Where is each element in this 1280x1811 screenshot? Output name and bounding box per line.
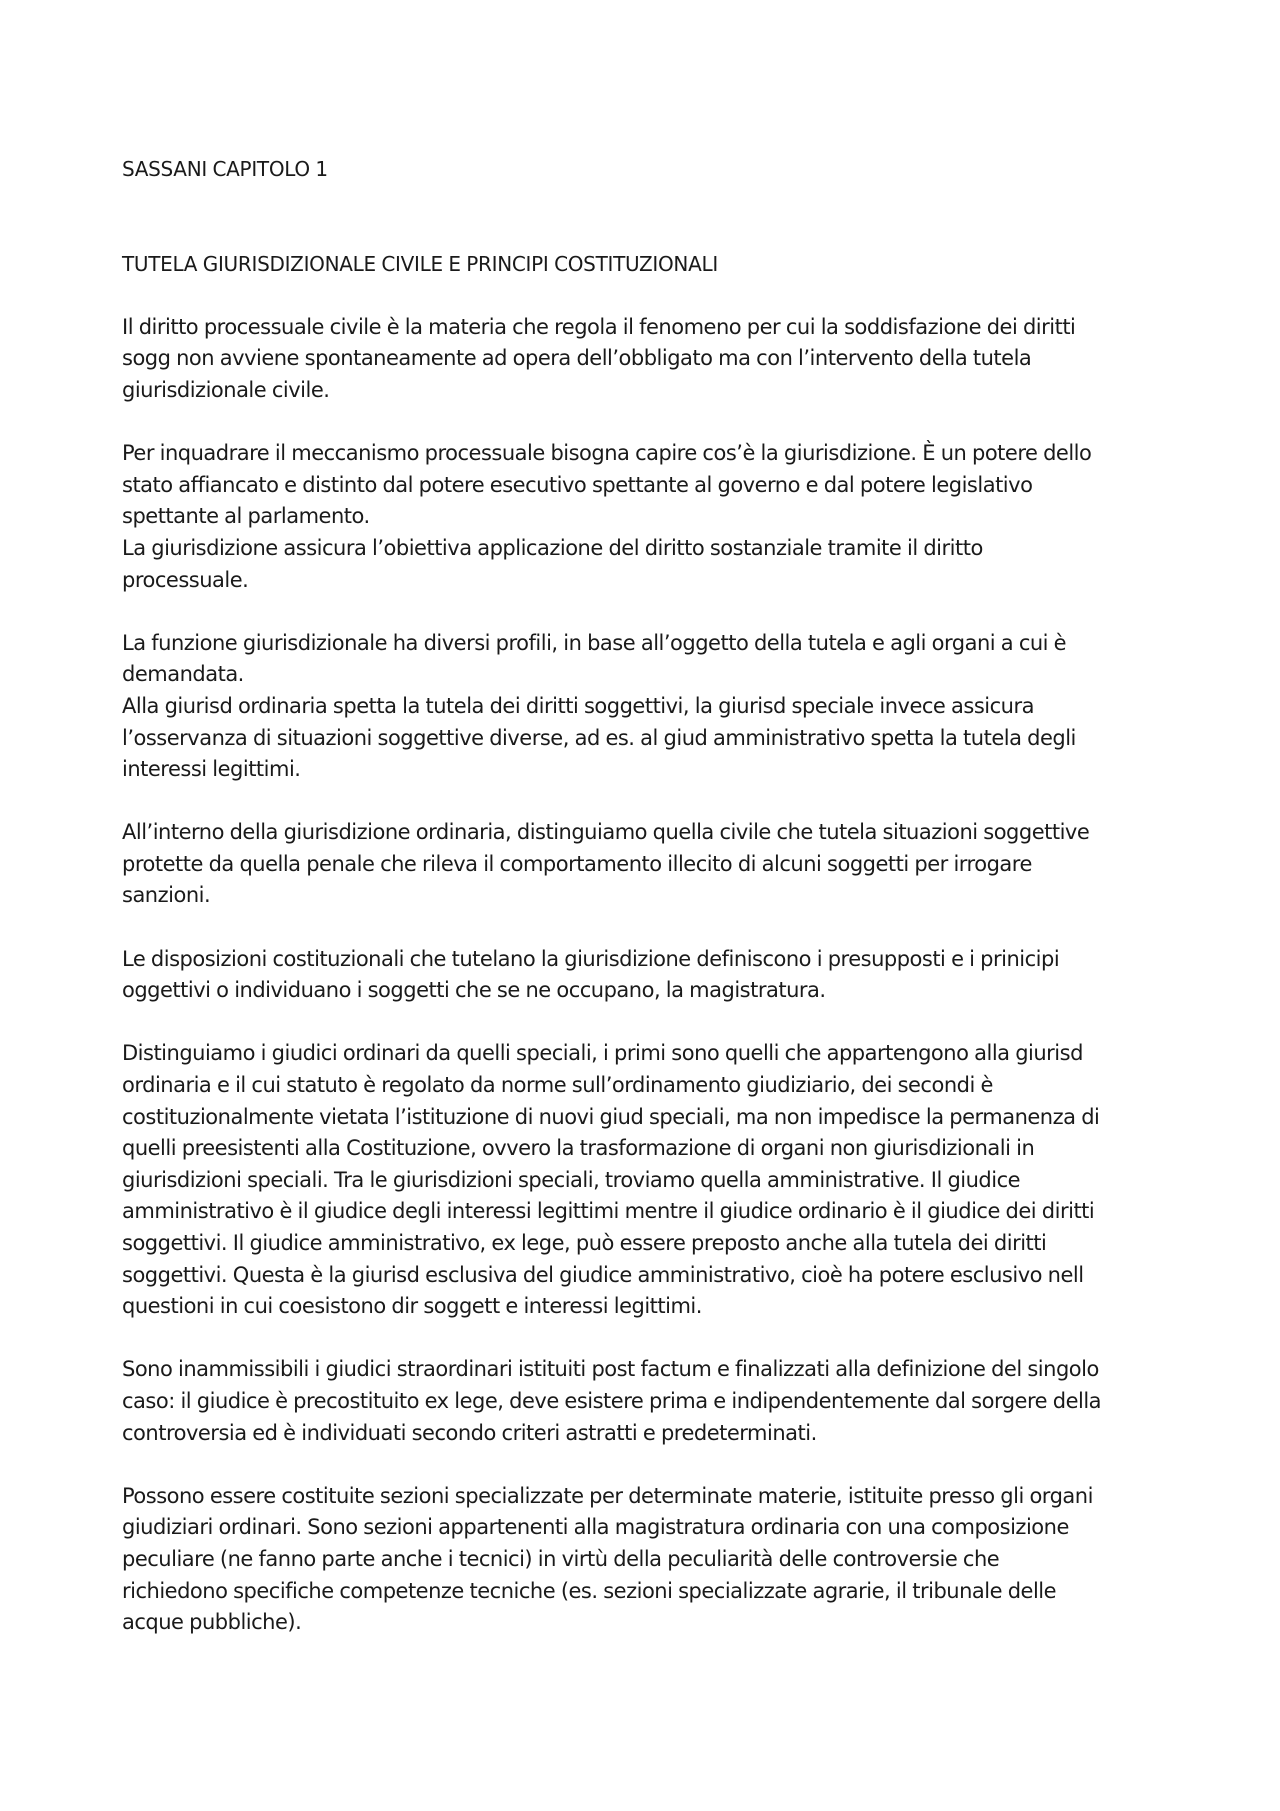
text-line: All’interno della giurisdizione ordinaria, distinguiamo quella civile che tutela situazioni soggettive <box>122 820 1090 845</box>
text-line: Sono inammissibili i giudici straordinari istituiti post factum e finalizzati alla definizione del singolo <box>122 1357 1099 1382</box>
paragraph <box>122 438 1162 596</box>
paragraph <box>122 1481 1162 1639</box>
text-line: Le disposizioni costituzionali che tutelano la giurisdizione definiscono i presupposti e i prinicipi <box>122 946 1060 971</box>
text-line: Alla giurisd ordinaria spetta la tutela dei diritti soggettivi, la giurisd speciale invece assicura <box>122 693 1034 718</box>
text-line: amministrativo è il giudice degli interessi legittimi mentre il giudice ordinario è il giudice dei diritti <box>122 1199 1095 1224</box>
text-line: Per inquadrare il meccanismo processuale bisogna capire cos’è la giurisdizione. È un potere dello <box>122 441 1092 466</box>
paragraph <box>122 628 1162 786</box>
text-line: La giurisdizione assicura l’obiettiva applicazione del diritto sostanziale tramite il diritto <box>122 535 983 560</box>
text-line: La funzione giurisdizionale ha diversi profili, in base all’oggetto della tutela e agli organi a cui è <box>122 630 1067 655</box>
paragraph <box>122 944 1162 1007</box>
text-line: protette da quella penale che rileva il comportamento illecito di alcuni soggetti per irrogare <box>122 851 1032 876</box>
text-line: costituzionalmente vietata l’istituzione di nuovi giud speciali, ma non impedisce la permanenza di <box>122 1104 1100 1129</box>
text-line: oggettivi o individuano i soggetti che se ne occupano, la magistratura. <box>122 978 826 1003</box>
text-line: demandata. <box>122 662 244 687</box>
document-body <box>122 154 1162 1670</box>
text-line: spettante al parlamento. <box>122 504 370 529</box>
text-line: giudiziari ordinari. Sono sezioni appartenenti alla magistratura ordinaria con una composizione <box>122 1515 1069 1540</box>
paragraph <box>122 1038 1162 1322</box>
text-line: sanzioni. <box>122 883 211 908</box>
section-title: TUTELA GIURISDIZIONALE CIVILE E PRINCIPI COSTITUZIONALI <box>122 251 718 276</box>
text-line: richiedono specifiche competenze tecniche (es. sezioni specializzate agrarie, il tribunale delle <box>122 1578 1057 1603</box>
text-line: soggettivi. Questa è la giurisd esclusiva del giudice amministrativo, cioè ha potere esclusivo nell <box>122 1262 1084 1287</box>
text-line: giurisdizioni speciali. Tra le giurisdizioni speciali, troviamo quella amministrative. Il giudice <box>122 1167 1021 1192</box>
text-line: giurisdizionale civile. <box>122 377 330 402</box>
text-line: acque pubbliche). <box>122 1610 302 1635</box>
text-line: Il diritto processuale civile è la materia che regola il fenomeno per cui la soddisfazione dei diritti <box>122 314 1076 339</box>
paragraph-list <box>122 312 1162 1639</box>
text-line: interessi legittimi. <box>122 757 301 782</box>
text-line: caso: il giudice è precostituito ex lege, deve esistere prima e indipendentemente dal sorgere della <box>122 1388 1102 1413</box>
text-line: processuale. <box>122 567 249 592</box>
text-line: controversia ed è individuati secondo criteri astratti e predeterminati. <box>122 1420 817 1445</box>
text-line: soggettivi. Il giudice amministrativo, ex lege, può essere preposto anche alla tutela dei diritti <box>122 1231 1047 1255</box>
text-line: sogg non avviene spontaneamente ad opera dell’obbligato ma con l’intervento della tutela <box>122 346 1032 371</box>
text-line: quelli preesistenti alla Costituzione, ovvero la trasformazione di organi non giurisdizionali in <box>122 1136 1035 1161</box>
document-title: SASSANI CAPITOLO 1 <box>122 157 328 181</box>
text-line: peculiare (ne fanno parte anche i tecnici) in virtù della peculiarità delle controversie che <box>122 1546 1000 1571</box>
text-line: Possono essere costituite sezioni specializzate per determinate materie, istituite presso gli organi <box>122 1483 1093 1508</box>
text-line: l’osservanza di situazioni soggettive diverse, ad es. al giud amministrativo spetta la tutela degli <box>122 725 1076 750</box>
text-line: Distinguiamo i giudici ordinari da quelli speciali, i primi sono quelli che appartengono alla giurisd <box>122 1041 1083 1066</box>
text-line: ordinaria e il cui statuto è regolato da norme sull’ordinamento giudiziario, dei secondi è <box>122 1073 993 1098</box>
paragraph <box>122 312 1162 407</box>
text-line: stato affiancato e distinto dal potere esecutivo spettante al governo e dal potere legislativo <box>122 472 1033 497</box>
text-line: questioni in cui coesistono dir soggett e interessi legittimi. <box>122 1294 702 1319</box>
paragraph <box>122 1354 1162 1449</box>
paragraph <box>122 817 1162 912</box>
